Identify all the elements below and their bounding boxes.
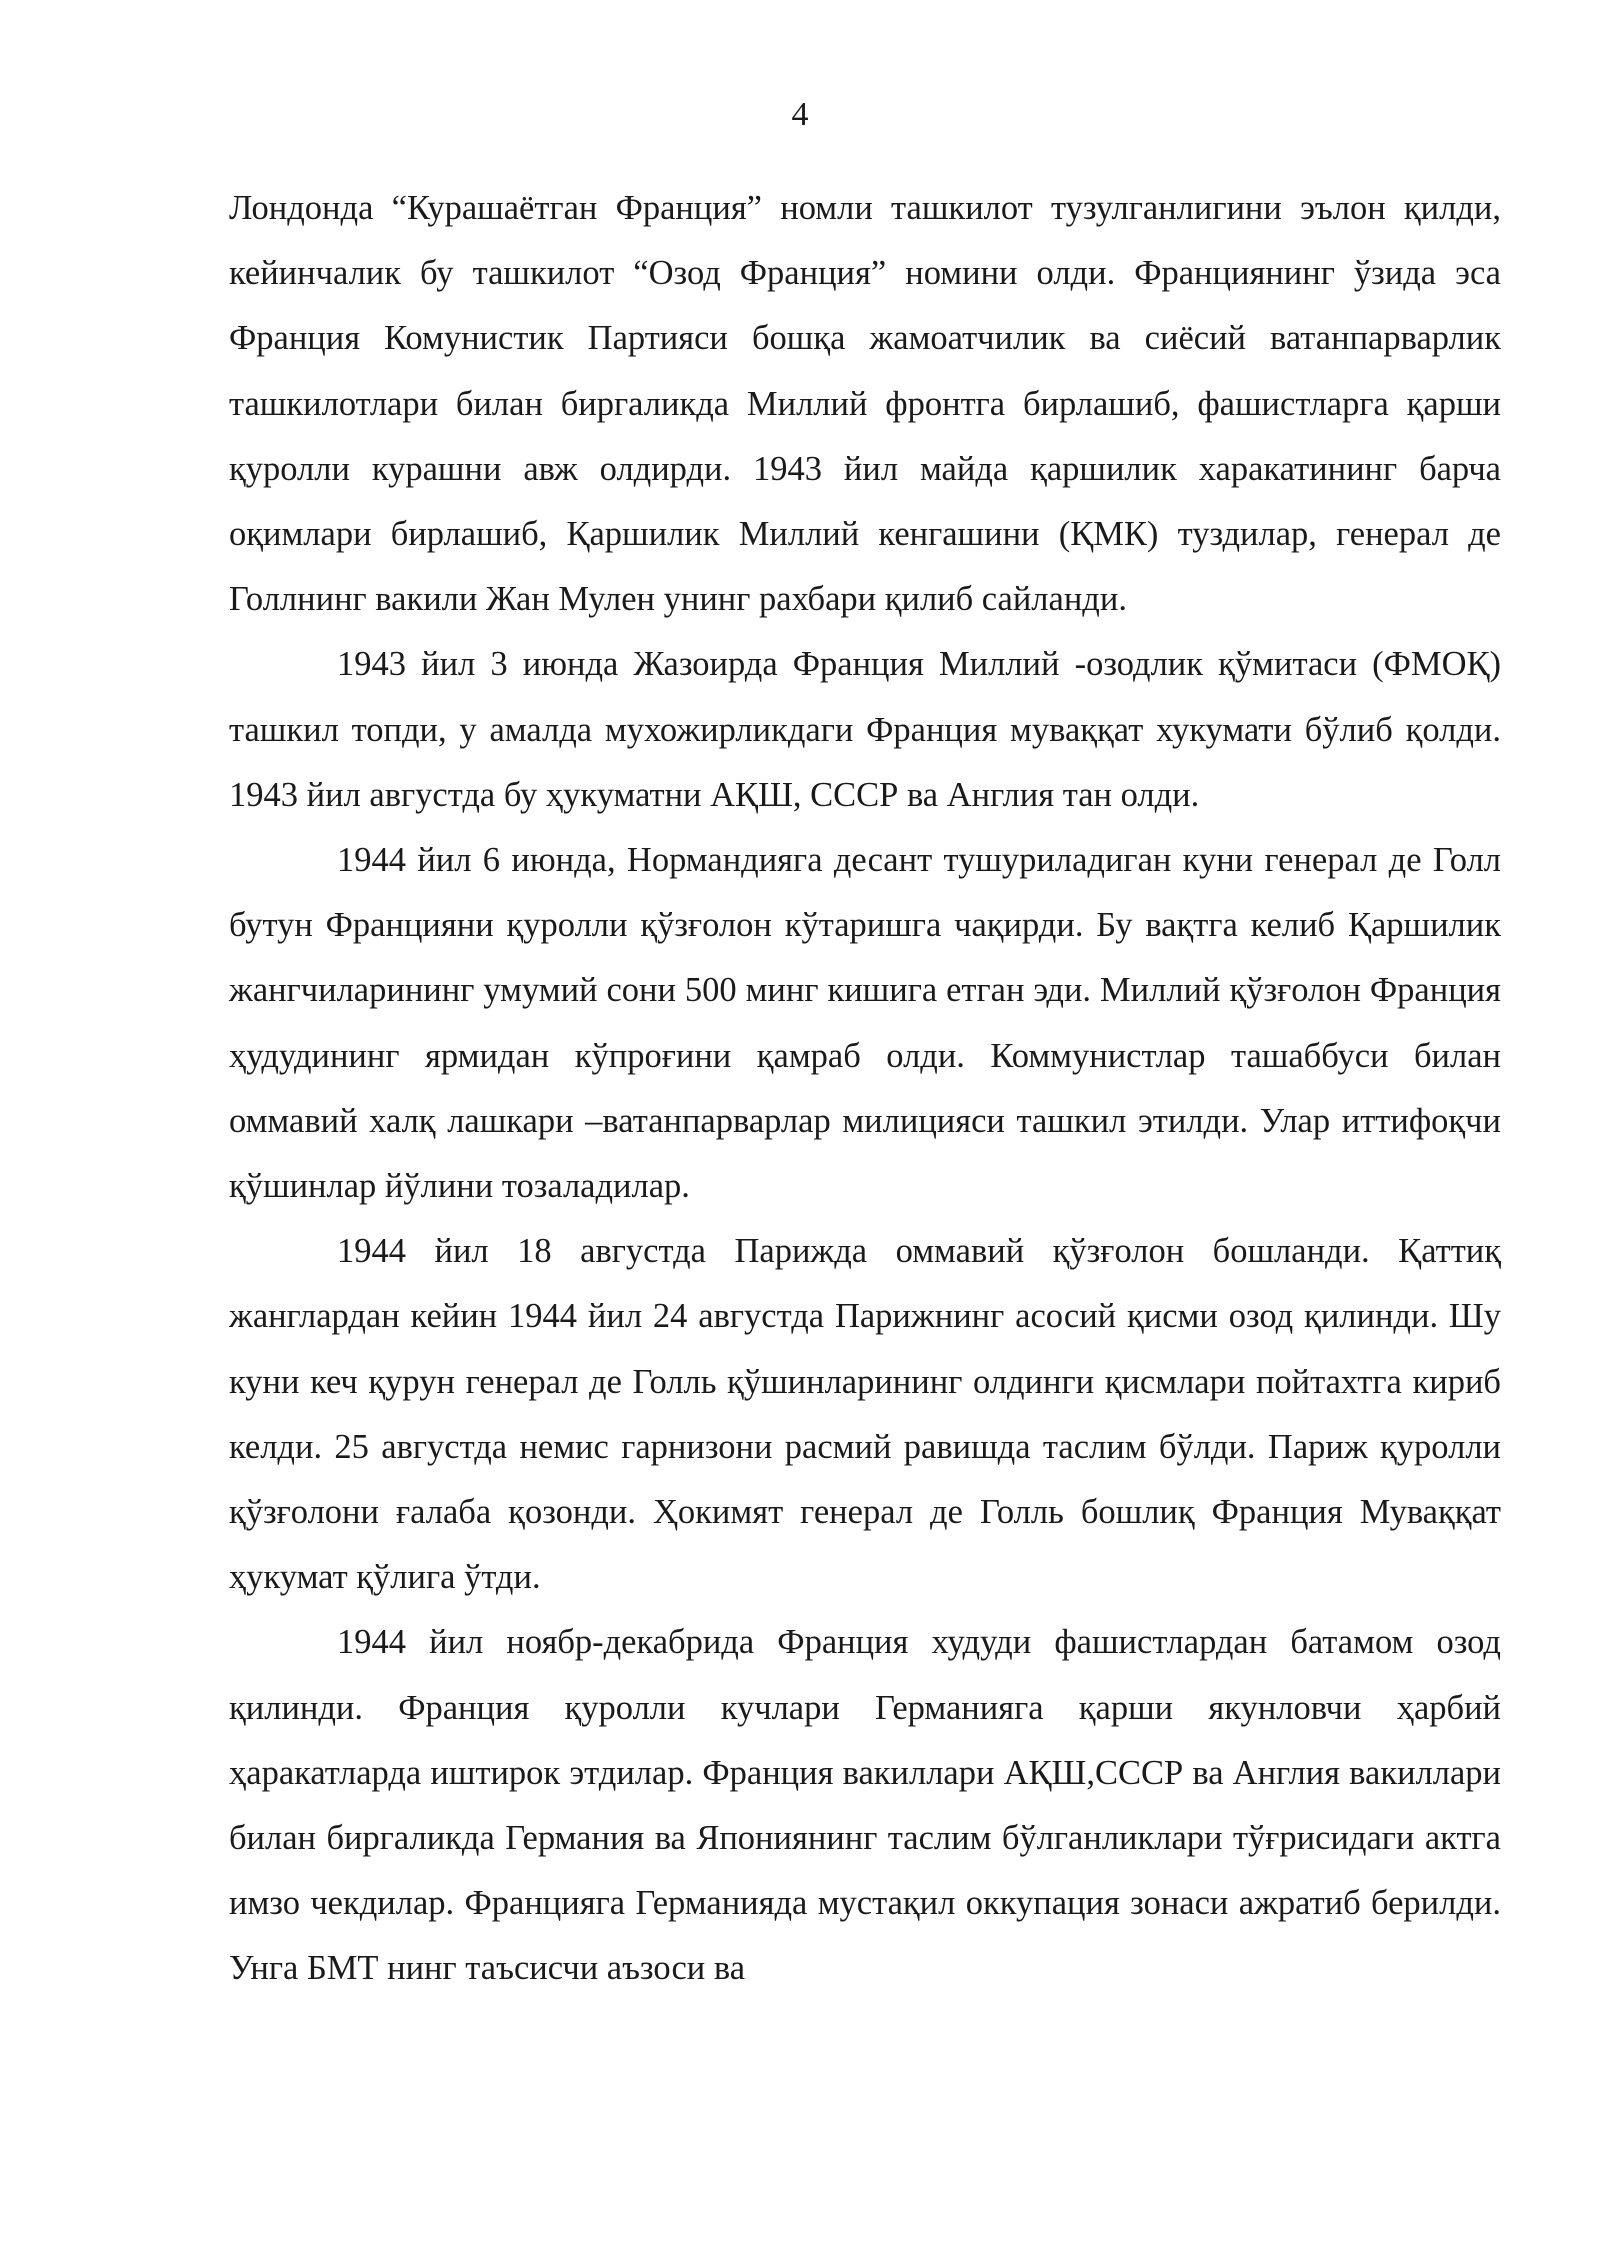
paragraph-2: 1943 йил 3 июнда Жазоирда Франция Миллий -озодлик қўмитаси (ФМОҚ) ташкил топди, у амалда мухожирликдаги Франция муваққат хукумати бўлиб қолди. 1943 йил августда бу ҳукуматни АҚШ, СССР ва Англия тан олди. (229, 645, 1501, 814)
paragraph-1: Лондонда “Курашаётган Франция” номли ташкилот тузулганлигини эълон қилди, кейинчалик бу ташкилот “Озод Франция” номини олди. Франциянинг ўзида эса Франция Комунистик Партияси бошқа жамоатчилик ва сиёсий ватанпарварлик ташкилотлари билан биргаликда Миллий фронтга бирлашиб, фашистларга қарши қуролли курашни авж олдирди. 1943 йил майда қаршилик харакатининг барча оқимлари бирлашиб, Қаршилик Миллий кенгашини (ҚМК) туздилар, генерал де Голлнинг вакили Жан Мулен унинг рахбари қилиб сайланди. (229, 189, 1501, 619)
paragraph-3: 1944 йил 6 июнда, Нормандияга десант тушуриладиган куни генерал де Голл бутун Францияни қуролли қўзғолон кўтаришга чақирди. Бу вақтга келиб Қаршилик жангчиларининг умумий сони 500 минг кишига етган эди. Миллий қўзғолон Франция ҳудудининг ярмидан кўпроғини қамраб олди. Коммунистлар ташаббуси билан оммавий халқ лашкари –ватанпарварлар милицияси ташкил этилди. Улар иттифоқчи қўшинлар йўлини тозаладилар. (229, 841, 1501, 1206)
paragraph-5: 1944 йил ноябр-декабрида Франция худуди фашистлардан батамом озод қилинди. Франция қуролли кучлари Германияга қарши якунловчи ҳарбий ҳаракатларда иштирок этдилар. Франция вакиллари АҚШ,СССР ва Англия вакиллари билан биргаликда Германия ва Япониянинг таслим бўлганликлари тўғрисидаги актга имзо чекдилар. Францияга Германияда мустақил оккупация зонаси ажратиб берилди. Унга БМТ нинг таъсисчи аъзоси ва (229, 1623, 1501, 1988)
body-text (229, 176, 1501, 2002)
paragraph-4: 1944 йил 18 августда Парижда оммавий қўзғолон бошланди. Қаттиқ жанглардан кейин 1944 йил 24 августда Парижнинг асосий қисми озод қилинди. Шу куни кеч қурун генерал де Голль қўшинларининг олдинги қисмлари пойтахтга кириб келди. 25 августда немис гарнизони расмий равишда таслим бўлди. Париж қуролли қўзғолони ғалаба қозонди. Ҳокимят генерал де Голль бошлиқ Франция Муваққат ҳукумат қўлига ўтди. (229, 1232, 1501, 1597)
page-number: 4 (791, 96, 809, 133)
